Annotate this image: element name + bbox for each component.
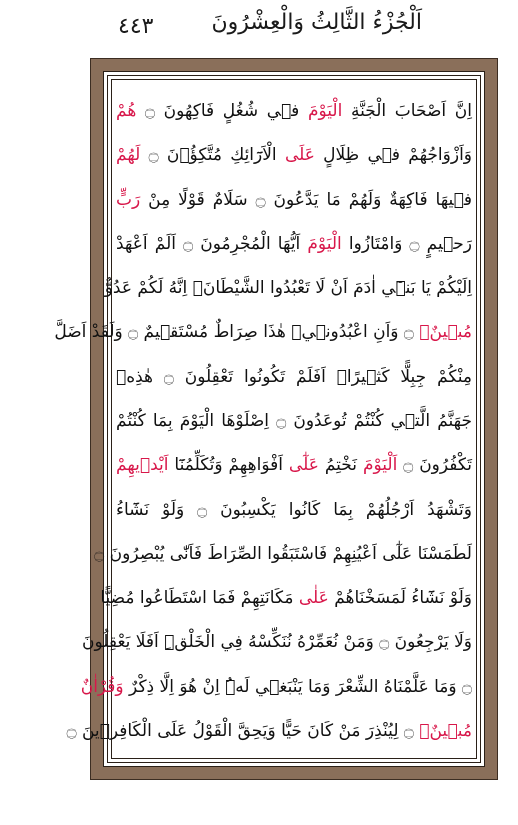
verse-line <box>116 136 472 174</box>
verse-line <box>66 712 472 750</box>
verse-text: مَكَانَتِهِمْ فَمَا اسْتَطَاعُوا مُضِيًّا <box>100 588 299 609</box>
verse-line <box>116 491 472 529</box>
verse-text: اَيُّهَا الْمُجْرِمُونَ ۝ اَلَمْ اَعْهَدْ <box>116 233 308 254</box>
verse-text: وَاَزْوَاجُهُمْ ف۪ي ظِلَالٍ <box>314 145 473 166</box>
juz-title: اَلْجُزْءُ الثَّالِثُ وَالْعِشْرُونَ <box>211 10 422 35</box>
highlighted-word: مُب۪ينٌۙ <box>419 322 472 343</box>
verse-text: لَطَمَسْنَا عَلٰٓى اَعْيُنِهِمْ فَاسْتَبَقُوا الصِّرَاطَ فَاَنّٰى يُبْصِرُونَ ۝ <box>94 543 472 564</box>
verse-line <box>116 358 472 396</box>
verse-line <box>81 623 472 661</box>
highlighted-word: هُمْ <box>116 101 137 121</box>
verse-text: اِنَّ اَصْحَابَ الْجَنَّةِ <box>342 101 473 121</box>
verse-line <box>116 92 472 130</box>
verse-text: رَح۪يمٍ ۝ وَامْتَازُوا <box>341 233 472 254</box>
verse-text: اَفْوَاهِهِمْ وَتُكَلِّمُنَٓا <box>168 455 289 476</box>
verse-line <box>54 313 472 351</box>
verse-text: ۝ لِيُنْذِرَ مَنْ كَانَ حَيًّا وَيَحِقَّ الْقَوْلُ عَلَى الْكَافِر۪ينَ ۝ <box>66 720 420 741</box>
verse-text: تَكْفُرُونَ ۝ <box>397 455 472 476</box>
verse-text: ۝ وَمَا عَلَّمْنَاهُ الشِّعْرَ وَمَا يَنْبَغ۪ي لَهُۜ اِنْ هُوَ اِلَّا ذِكْرٌ <box>123 676 472 697</box>
verse-line <box>116 181 472 219</box>
highlighted-word: عَلٰى <box>298 588 329 609</box>
highlighted-word: وَقُرْاٰنٌ <box>80 676 124 697</box>
highlighted-word: لَهُمْ <box>116 145 141 166</box>
verse-line <box>116 225 472 263</box>
verse-text: ف۪يهَا فَاكِهَةٌ وَلَهُمْ مَا يَدَّعُونَ ۝ سَلَامٌ قَوْلًا مِنْ <box>140 189 472 210</box>
verse-text: ۝ وَاَنِ اعْبُدُون۪يۜ هٰذَا صِرَاطٌ مُسْتَق۪يمٌ ۝ وَلَقَدْ اَضَلَّ <box>54 322 420 343</box>
frame-rule-inner <box>54 79 477 759</box>
verse-text: الْاَرَٓائِكِ مُتَّكِؤُ۫نَ ۝ <box>140 145 285 166</box>
highlighted-word: مُب۪ينٌۙ <box>419 720 472 741</box>
verse-line <box>116 402 472 440</box>
quran-text-body <box>54 92 473 750</box>
page-header <box>0 0 518 52</box>
verse-text: وَتَشْهَدُ اَرْجُلُهُمْ بِمَا كَانُوا يَكْسِبُونَ ۝ وَلَوْ نَشَٓاءُ <box>116 499 472 520</box>
highlighted-word: اَيْد۪يهِمْ <box>116 455 169 476</box>
highlighted-word: اَلْيَوْمَ <box>362 455 398 476</box>
highlighted-word: الْيَوْمَ <box>307 233 342 254</box>
highlighted-word: رَبٍّ <box>116 189 141 210</box>
verse-text: اِلَيْكُمْ يَا بَن۪ٓي اٰدَمَ اَنْ لَا تَعْبُدُوا الشَّيْطَانَۚ اِنَّهُ لَكُمْ عَدُوٌّ <box>104 278 472 299</box>
highlighted-word: عَلٰٓى <box>288 455 319 476</box>
frame-inner-border <box>54 71 485 767</box>
verse-text: مِنْكُمْ جِبِلًّا كَث۪يرًاۜ اَفَلَمْ تَكُونُوا تَعْقِلُونَ ۝ هٰذِه۪ <box>116 366 473 387</box>
verse-line <box>80 668 472 706</box>
verse-text: وَلَوْ نَشَٓاءُ لَمَسَخْنَاهُمْ <box>328 588 472 609</box>
page-number: ٤٤٣ <box>118 14 154 39</box>
verse-text: وَلَا يَرْجِعُونَ ۝ وَمَنْ نُعَمِّرْهُ نُنَكِّسْهُ فِي الْخَلْقِۜ اَفَلَا يَعْقِلُونَ <box>81 632 472 653</box>
highlighted-word: الْيَوْمَ <box>307 101 343 121</box>
verse-text: نَخْتِمُ <box>318 455 363 476</box>
verse-line <box>94 535 472 573</box>
verse-text: جَهَنَّمُ الَّت۪ي كُنْتُمْ تُوعَدُونَ ۝ اِصْلَوْهَا الْيَوْمَ بِمَا كُنْتُمْ <box>116 410 473 431</box>
highlighted-word: عَلَى <box>284 145 315 166</box>
page-frame <box>54 58 498 780</box>
frame-rule <box>54 75 481 763</box>
verse-line <box>104 269 472 307</box>
verse-line <box>100 579 472 617</box>
verse-text: ف۪ي شُغُلٍ فَاكِهُونَ ۝ <box>136 101 308 121</box>
verse-line <box>116 446 472 484</box>
